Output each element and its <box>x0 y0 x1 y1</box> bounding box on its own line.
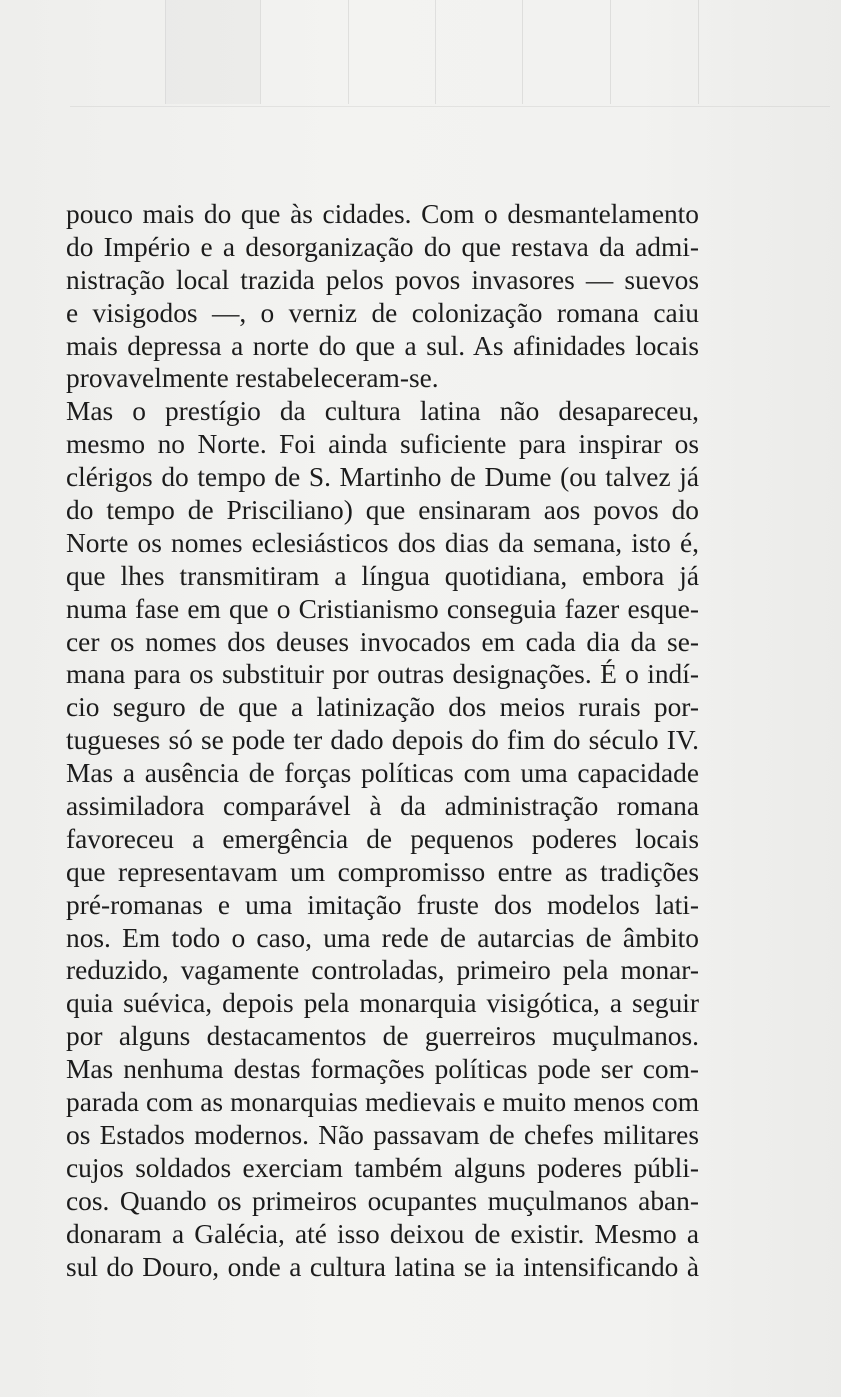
body-paragraphs <box>66 198 699 1283</box>
text-line: mais depressa a norte do que a sul. As afinidades locais <box>66 330 699 361</box>
text-line: favoreceu a emergência de pequenos poderes locais <box>66 823 699 854</box>
bleed-column-rule <box>348 0 349 104</box>
reverse-page-bleed-through <box>90 0 700 104</box>
bleed-column-rule <box>522 0 523 104</box>
text-line: Mas o prestígio da cultura latina não desapareceu, <box>66 396 699 427</box>
text-line: mesmo no Norte. Foi ainda suficiente para inspirar os <box>66 429 699 460</box>
text-line: os Estados modernos. Não passavam de chefes militares <box>66 1119 699 1150</box>
text-line: numa fase em que o Cristianismo conseguia fazer esque- <box>66 593 699 624</box>
text-line: reduzido, vagamente controladas, primeiro pela monar- <box>66 955 699 986</box>
text-line: cujos soldados exerciam também alguns poderes públi- <box>66 1152 699 1183</box>
text-line: nistração local trazida pelos povos invasores — suevos <box>66 264 699 295</box>
text-line: clérigos do tempo de S. Martinho de Dume (ou talvez já <box>66 462 699 493</box>
text-line: quia suévica, depois pela monarquia visigótica, a seguir <box>66 988 699 1019</box>
bleed-column-rule <box>698 0 699 104</box>
bleed-column-rule <box>260 0 261 104</box>
text-line: mana para os substituir por outras designações. É o indí- <box>66 659 699 690</box>
reverse-page-header-bleed <box>70 106 830 121</box>
text-line: assimiladora comparável à da administração romana <box>66 791 699 822</box>
text-line: Mas a ausência de forças políticas com uma capacidade <box>66 758 699 789</box>
bleed-column-rule <box>165 0 166 104</box>
bleed-column-rule <box>435 0 436 104</box>
text-line: Norte os nomes eclesiásticos dos dias da semana, isto é, <box>66 527 699 558</box>
text-line: donaram a Galécia, até isso deixou de existir. Mesmo a <box>66 1218 699 1249</box>
bleed-shaded-column <box>165 0 260 104</box>
text-line: pré-romanas e uma imitação fruste dos modelos lati- <box>66 889 699 920</box>
bleed-column-rule <box>610 0 611 104</box>
text-line: do tempo de Prisciliano) que ensinaram aos povos do <box>66 495 699 526</box>
text-line: do Império e a desorganização do que restava da admi- <box>66 231 699 262</box>
text-line: cer os nomes dos deuses invocados em cada dia da se- <box>66 626 699 657</box>
text-line: por alguns destacamentos de guerreiros muçulmanos. <box>66 1021 699 1052</box>
text-line: tugueses só se pode ter dado depois do fim do século IV. <box>66 725 699 756</box>
text-line: e visigodos —, o verniz de colonização romana caiu <box>66 297 699 328</box>
text-line: provavelmente restabeleceram-se. <box>66 363 439 394</box>
text-line: parada com as monarquias medievais e muito menos com <box>66 1087 699 1118</box>
text-line: cos. Quando os primeiros ocupantes muçulmanos aban- <box>66 1185 699 1216</box>
text-line: Mas nenhuma destas formações políticas pode ser com- <box>66 1054 699 1085</box>
text-line: nos. Em todo o caso, uma rede de autarcias de âmbito <box>66 922 699 953</box>
text-line: que representavam um compromisso entre as tradições <box>66 856 699 887</box>
text-line: cio seguro de que a latinização dos meios rurais por- <box>66 692 699 723</box>
text-line: que lhes transmitiram a língua quotidiana, embora já <box>66 560 699 591</box>
text-line: sul do Douro, onde a cultura latina se ia intensificando à <box>66 1251 699 1282</box>
text-line: pouco mais do que às cidades. Com o desmantelamento <box>66 199 699 229</box>
